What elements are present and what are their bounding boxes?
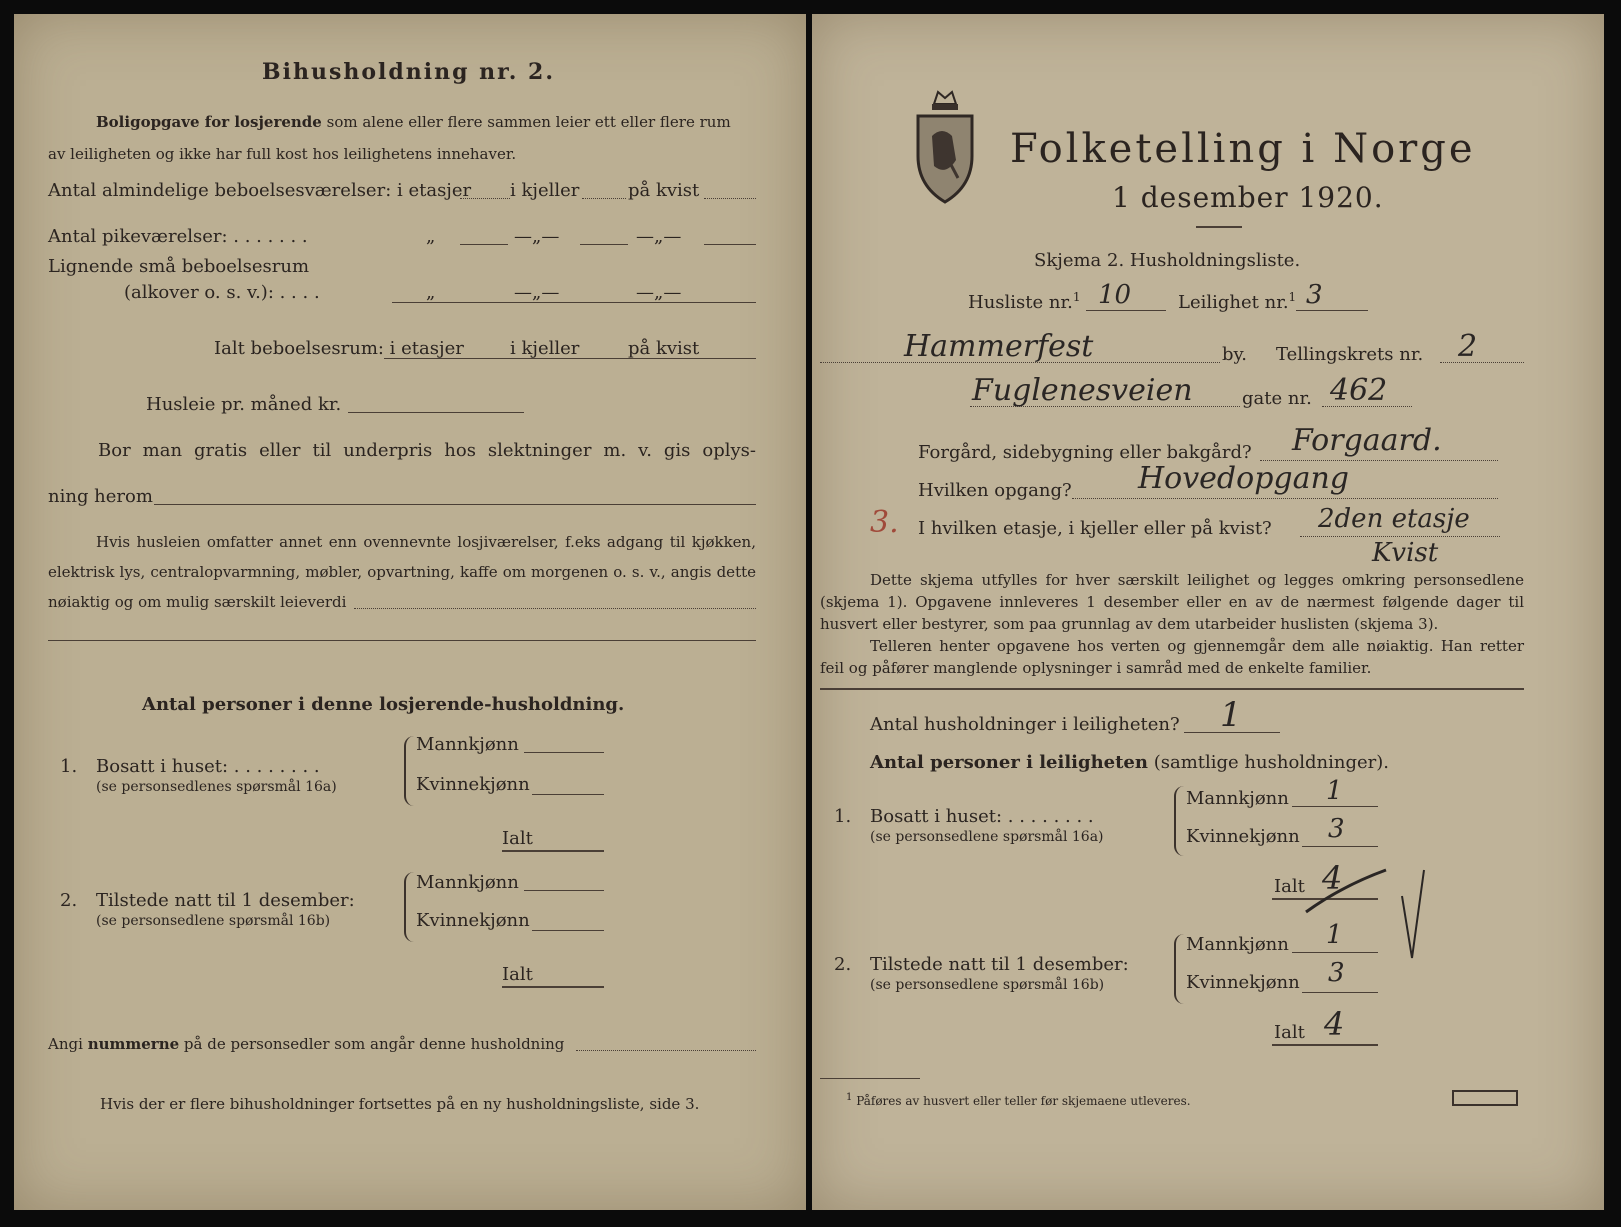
left-q1-ialt-label: Ialt <box>502 828 533 849</box>
intro-rest: som alene eller flere sammen leier ett eller flere rum <box>326 113 731 131</box>
right-persons-bold: Antal personer i leiligheten <box>870 752 1148 773</box>
city-value[interactable]: Hammerfest <box>904 329 1094 364</box>
instr-rule <box>820 688 1524 690</box>
opgang-value[interactable]: Hovedopgang <box>1138 461 1350 496</box>
pike-ditto-3: —„— <box>636 226 682 247</box>
pike-label: Antal pikeværelser: . . . . . . . <box>48 226 308 247</box>
check-mark-icon <box>1398 866 1428 962</box>
left-q1-kvinne-label: Kvinnekjønn <box>416 774 530 795</box>
angi-bold: nummerne <box>87 1035 180 1053</box>
etasje-field[interactable] <box>1300 536 1500 537</box>
right-persons-rest: (samtlige husholdninger). <box>1153 752 1390 773</box>
husliste-footnote-mark: 1 <box>1072 290 1081 304</box>
krets-field[interactable] <box>1440 362 1524 363</box>
main-title: Folketelling i Norge <box>1010 126 1476 172</box>
right-q1-num: 1. <box>834 806 852 827</box>
note-line-2: elektrisk lys, centralopvarmning, møbler, opvartning, kaffe om morgenen o. s. v., angis dette <box>48 563 756 581</box>
left-q1-mann-field[interactable] <box>524 752 604 753</box>
small-rooms-underline <box>392 302 756 303</box>
instr-line-3: husvert eller bestyrer, som paa grunnlag av dem utarbeider huslisten (skjema 3). <box>820 615 1439 633</box>
rent-field[interactable] <box>348 412 524 413</box>
husliste-field[interactable] <box>1086 310 1166 311</box>
husliste-label-text: Husliste nr. <box>968 292 1073 313</box>
note-line-1: Hvis husleien omfatter annet enn ovennevnte losjiværelser, f.eks adgang til kjøkken, <box>96 533 756 551</box>
leilighet-footnote-mark: 1 <box>1288 290 1297 304</box>
instr-line-5: feil og påfører manglende oplysninger i samråd med de enkelte familier. <box>820 659 1372 677</box>
left-heading: Bihusholdning nr. 2. <box>262 59 555 85</box>
left-q1-kvinne-field[interactable] <box>532 794 604 795</box>
margin-mark: 3. <box>870 505 899 540</box>
rooms-kvist-label: på kvist <box>628 180 700 201</box>
right-persons-heading <box>870 752 1389 774</box>
rooms-kjeller-label: i kjeller <box>510 180 580 201</box>
footnote-text: Påføres av husvert eller teller før skjemaene utleveres. <box>856 1094 1191 1108</box>
left-q1-num: 1. <box>60 756 78 777</box>
gratis-line-1: Bor man gratis eller til underpris hos slektninger m. v. gis oplys- <box>98 440 756 461</box>
instr-line-2: (skjema 1). Opgavene innleveres 1 desember eller en av de nærmest følgende dager til <box>820 593 1524 611</box>
opgang-field[interactable] <box>1072 498 1498 499</box>
etasje-label: I hvilken etasje, i kjeller eller på kvist? <box>918 518 1272 539</box>
right-page <box>812 14 1604 1210</box>
ialt-kjeller-label: i kjeller <box>510 338 580 359</box>
pike-field-3[interactable] <box>704 244 756 245</box>
right-q1-ialt-value[interactable]: 4 <box>1322 859 1343 897</box>
right-q2-mann-value[interactable]: 1 <box>1326 920 1343 950</box>
leilighet-value[interactable]: 3 <box>1306 280 1323 310</box>
by-label: by. <box>1222 344 1248 365</box>
right-q1-mann-value[interactable]: 1 <box>1326 776 1343 806</box>
forgaard-label: Forgård, sidebygning eller bakgård? <box>918 442 1252 463</box>
krets-value[interactable]: 2 <box>1458 329 1478 364</box>
right-q1-ialt-label: Ialt <box>1274 876 1305 897</box>
left-persons-heading: Antal personer i denne losjerende-husholdning. <box>142 694 625 715</box>
right-q1-kvinne-value[interactable]: 3 <box>1328 814 1345 844</box>
leilighet-label <box>1178 290 1296 314</box>
left-q2-ialt-label: Ialt <box>502 964 533 985</box>
krets-label: Tellingskrets nr. <box>1276 344 1424 365</box>
hh-value[interactable]: 1 <box>1220 695 1242 735</box>
right-q1-mann-label: Mannkjønn <box>1186 788 1289 809</box>
note-line-3: nøiaktig og om mulig særskilt leieverdi <box>48 593 347 611</box>
right-q1-brace <box>1174 786 1184 856</box>
rent-label: Husleie pr. måned kr. <box>146 394 342 415</box>
footnote-rule <box>820 1078 920 1079</box>
left-q2-sub: (se personsedlene spørsmål 16b) <box>96 913 331 929</box>
right-q2-brace <box>1174 934 1184 1004</box>
right-q1-kvinne-field[interactable] <box>1302 846 1378 847</box>
right-q2-ialt-label: Ialt <box>1274 1022 1305 1043</box>
small-ditto-3: —„— <box>636 282 682 303</box>
strikethrough-mark-icon <box>1302 866 1392 916</box>
right-q1-sub: (se personsedlene spørsmål 16a) <box>870 829 1104 845</box>
forgaard-value[interactable]: Forgaard. <box>1292 423 1442 458</box>
right-q1-kvinne-label: Kvinnekjønn <box>1186 826 1300 847</box>
left-q2-brace <box>404 872 414 942</box>
left-q1-sub: (se personsedlenes spørsmål 16a) <box>96 779 337 795</box>
intro-line-1 <box>96 112 731 132</box>
instr-line-1: Dette skjema utfylles for hver særskilt leilighet og legges omkring personsedlene <box>870 571 1524 589</box>
right-q2-mann-label: Mannkjønn <box>1186 934 1289 955</box>
ialt-kvist-label: på kvist <box>628 338 700 359</box>
rooms-etasjer-field[interactable] <box>460 198 510 199</box>
right-q2-kvinne-label: Kvinnekjønn <box>1186 972 1300 993</box>
left-q2-num: 2. <box>60 890 78 911</box>
angi-text-1: Angi <box>48 1035 83 1053</box>
left-footer: Hvis der er flere bihusholdninger fortsettes på en ny husholdningsliste, side 3. <box>100 1095 700 1113</box>
rooms-label: Antal almindelige beboelsesværelser: i etasjer <box>48 180 472 201</box>
footnote <box>846 1090 1191 1109</box>
gate-value[interactable]: 462 <box>1330 373 1388 408</box>
instr-line-4: Telleren henter opgavene hos verten og gjennemgår dem alle nøiaktig. Han retter <box>870 637 1524 655</box>
gratis-line-2: ning herom <box>48 486 153 507</box>
pike-field-1[interactable] <box>460 244 508 245</box>
left-q2-label: Tilstede natt til 1 desember: <box>96 890 355 911</box>
coat-of-arms-icon <box>912 86 978 206</box>
etasje-value-2[interactable]: Kvist <box>1372 538 1439 568</box>
pike-ditto-2: —„— <box>514 226 560 247</box>
census-date: 1 desember 1920. <box>1112 181 1384 214</box>
left-q2-mann-field[interactable] <box>524 890 604 891</box>
etasje-value[interactable]: 2den etasje <box>1318 504 1470 534</box>
gratis-field[interactable] <box>154 504 756 505</box>
printer-stamp <box>1452 1090 1518 1106</box>
title-rule <box>1196 226 1242 228</box>
leilighet-field[interactable] <box>1296 310 1368 311</box>
right-q1-label: Bosatt i huset: . . . . . . . . <box>870 806 1094 827</box>
left-page <box>14 14 806 1210</box>
left-q2-kvinne-label: Kvinnekjønn <box>416 910 530 931</box>
ialt-rooms-label: Ialt beboelsesrum: i etasjer <box>214 338 464 359</box>
angi-text-2: på de personsedler som angår denne husholdning <box>183 1035 565 1053</box>
left-q2-mann-label: Mannkjønn <box>416 872 519 893</box>
rooms-kjeller-field[interactable] <box>582 198 626 199</box>
left-q2-kvinne-field[interactable] <box>532 930 604 931</box>
hh-label: Antal husholdninger i leiligheten? <box>870 714 1180 735</box>
angi-field[interactable] <box>576 1050 756 1051</box>
small-rooms-label-2: (alkover o. s. v.): . . . . <box>124 282 320 303</box>
right-q2-ialt-value[interactable]: 4 <box>1324 1005 1345 1043</box>
right-q1-mann-field[interactable] <box>1292 806 1378 807</box>
right-q2-ialt-field[interactable] <box>1272 1044 1378 1046</box>
small-ditto-1: „ <box>426 282 436 303</box>
left-q1-ialt-field[interactable] <box>502 850 604 852</box>
husliste-label <box>968 290 1080 314</box>
right-q2-sub: (se personsedlene spørsmål 16b) <box>870 977 1105 993</box>
right-q2-mann-field[interactable] <box>1292 952 1378 953</box>
left-q1-mann-label: Mannkjønn <box>416 734 519 755</box>
pike-field-2[interactable] <box>580 244 628 245</box>
note-field[interactable] <box>354 608 756 609</box>
opgang-label: Hvilken opgang? <box>918 480 1072 501</box>
pike-ditto-1: „ <box>426 226 436 247</box>
husliste-value[interactable]: 10 <box>1098 280 1132 310</box>
footnote-number: 1 <box>846 1092 853 1103</box>
rooms-kvist-field[interactable] <box>704 198 756 199</box>
small-rooms-label-1: Lignende små beboelsesrum <box>48 256 310 277</box>
left-q1-label: Bosatt i huset: . . . . . . . . <box>96 756 320 777</box>
note-field-2[interactable] <box>48 640 756 641</box>
gate-label: gate nr. <box>1242 388 1312 409</box>
left-q2-ialt-field[interactable] <box>502 986 604 988</box>
right-q2-kvinne-field[interactable] <box>1302 992 1378 993</box>
small-ditto-2: —„— <box>514 282 560 303</box>
street-value[interactable]: Fuglenesveien <box>972 373 1193 408</box>
left-q1-brace <box>404 736 414 806</box>
right-q2-kvinne-value[interactable]: 3 <box>1328 958 1345 988</box>
right-q2-label: Tilstede natt til 1 desember: <box>870 954 1129 975</box>
intro-line-2: av leiligheten og ikke har full kost hos leilighetens innehaver. <box>48 145 517 163</box>
right-q2-num: 2. <box>834 954 852 975</box>
leilighet-label-text: Leilighet nr. <box>1178 292 1289 313</box>
angi-line <box>48 1034 564 1054</box>
schema-label: Skjema 2. Husholdningsliste. <box>1034 250 1301 271</box>
intro-bold: Boligopgave for losjerende <box>96 113 322 131</box>
